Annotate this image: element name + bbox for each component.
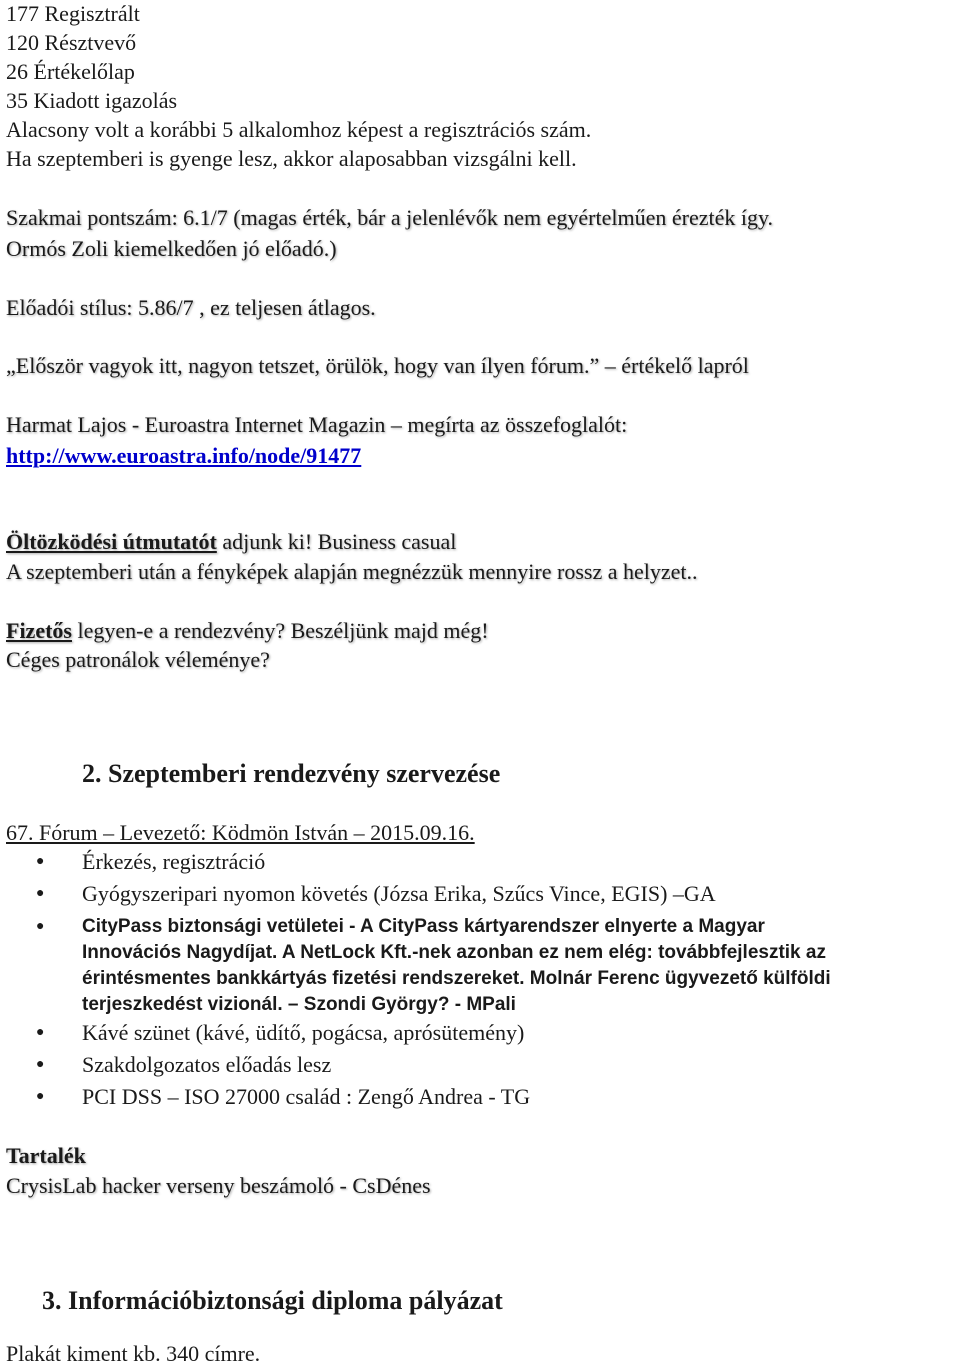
professional-score-line-2: Ormós Zoli kiemelkedően jó előadó.) xyxy=(6,236,337,261)
bullet-icon: ● xyxy=(36,886,45,901)
reserve-item: CrysisLab hacker verseny beszámoló - CsDénes xyxy=(6,1173,431,1198)
agenda-item: Gyógyszeripari nyomon követés (Józsa Erika, Szűcs Vince, EGIS) –GA xyxy=(82,881,716,906)
stat-forms: 26 Értékelőlap xyxy=(6,59,135,84)
dress-code-rest: adjunk ki! Business casual xyxy=(216,529,457,554)
dress-code-line xyxy=(6,528,456,556)
citypass-line: terjeszkedést vizionál. – Szondi György? - MPali xyxy=(82,994,516,1015)
citypass-line: CityPass biztonsági vetületei - A CityPass kártyarendszer elnyerte a Magyar xyxy=(82,916,765,937)
citypass-line: Innovációs Nagydíjat. A NetLock Kft.-nek azonban ez nem elég: továbbfejlesztik az xyxy=(82,942,826,963)
section-2-heading: 2. Szeptemberi rendezvény szervezése xyxy=(82,759,501,788)
bullet-icon: ● xyxy=(36,919,45,934)
forum-line: 67. Fórum – Levezető: Ködmön István – 2015.09.16. xyxy=(6,820,475,845)
presenter-style-score: Előadói stílus: 5.86/7 , ez teljesen átlagos. xyxy=(6,295,376,320)
quote-text: „Először vagyok itt, nagyon tetszet, örülök, hogy van ílyen fórum.” xyxy=(6,353,600,378)
stat-certs: 35 Kiadott igazolás xyxy=(6,88,178,113)
agenda-item: Kávé szünet (kávé, üdítő, pogácsa, aprósütemény) xyxy=(82,1020,525,1045)
bullet-icon: ● xyxy=(36,1089,45,1104)
quote-source: – értékelő lapról xyxy=(599,353,749,378)
stat-note-1: Alacsony volt a korábbi 5 alkalomhoz képest a regisztrációs szám. xyxy=(6,117,592,142)
stat-note-2: Ha szeptemberi is gyenge lesz, akkor alaposabban vizsgálni kell. xyxy=(6,146,577,171)
paid-event-line xyxy=(6,617,489,645)
professional-score-line-1: Szakmai pontszám: 6.1/7 (magas érték, bár a jelenlévők nem egyértelműen érezték így. xyxy=(6,205,774,230)
section-3-heading: 3. Információbiztonsági diploma pályázat xyxy=(42,1286,503,1315)
feedback-quote xyxy=(6,352,749,380)
agenda-item: Érkezés, regisztráció xyxy=(82,849,266,874)
summary-link[interactable]: http://www.euroastra.info/node/91477 xyxy=(6,443,362,468)
stat-participants: 120 Résztvevő xyxy=(6,30,137,55)
agenda-item: PCI DSS – ISO 27000 család : Zengő Andrea - TG xyxy=(82,1084,531,1109)
citypass-line: érintésmentes bankkártyás fizetési rendszereket. Molnár Ferenc ügyvezető külföldi xyxy=(82,968,831,989)
summary-text: Harmat Lajos - Euroastra Internet Magazin – megírta az összefoglalót: xyxy=(6,412,628,437)
bullet-icon: ● xyxy=(36,1025,45,1040)
paid-event-line-2: Céges patronálok véleménye? xyxy=(6,647,270,672)
dress-code-bold: Öltözködési útmutatót xyxy=(6,529,217,554)
poster-line: Plakát kiment kb. 340 címre. xyxy=(6,1341,261,1366)
reserve-label: Tartalék xyxy=(6,1143,86,1168)
paid-rest: legyen-e a rendezvény? Beszéljünk majd még! xyxy=(71,618,489,643)
bullet-icon: ● xyxy=(36,854,45,869)
stat-registered: 177 Regisztrált xyxy=(6,1,140,26)
dress-code-line-2: A szeptemberi után a fényképek alapján megnézzük mennyire rossz a helyzet.. xyxy=(6,559,698,584)
bullet-icon: ● xyxy=(36,1057,45,1072)
paid-bold: Fizetős xyxy=(6,618,72,643)
agenda-item: Szakdolgozatos előadás lesz xyxy=(82,1052,332,1077)
